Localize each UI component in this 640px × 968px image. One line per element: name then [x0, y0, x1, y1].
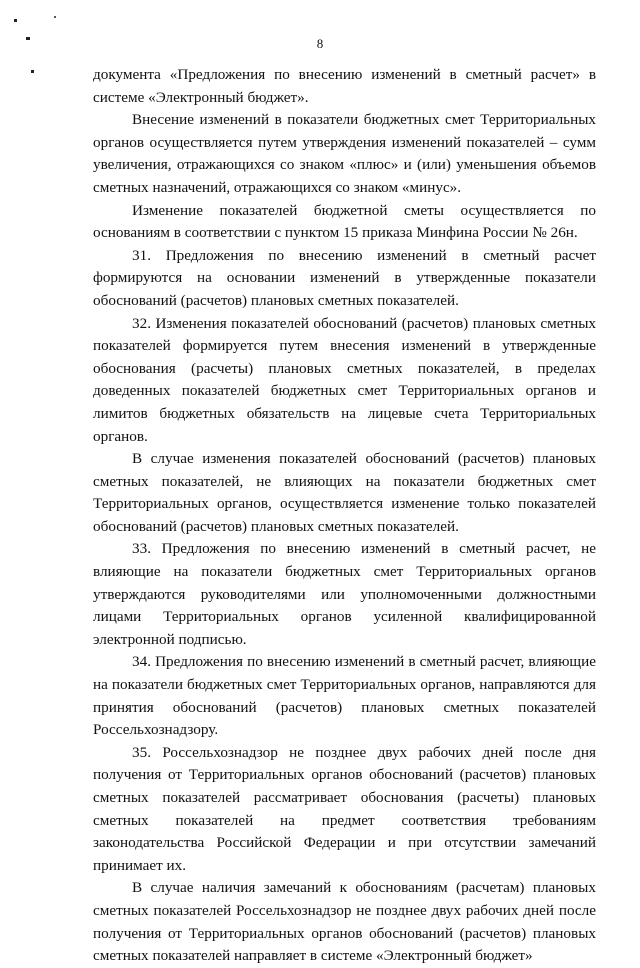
- scan-speck: [54, 16, 56, 18]
- paragraph-item-31: 31. Предложения по внесению изменений в сметный расчет формируются на основании изменений в утвержденные показатели обоснований (расчетов) плановых сметных показателей.: [93, 246, 596, 309]
- paragraph: В случае изменения показателей обоснований (расчетов) плановых сметных показателей, не влияющих на показатели бюджетных смет Территориальных органов, осуществляется изменение только показателей обоснований (расчетов) плановых сметных показателей.: [93, 450, 596, 535]
- paragraph-continuation: документа «Предложения по внесению изменений в сметный расчет» в системе «Электронный бюджет».: [93, 66, 596, 106]
- scan-speck: [14, 19, 17, 22]
- paragraph: Внесение изменений в показатели бюджетных смет Территориальных органов осуществляется путем утверждения изменений показателей – сумм увеличения, отражающихся со знаком «плюс» и (или) уменьшения объемов сметных назначений, отражающихся со знаком «минус».: [93, 111, 596, 196]
- paragraph: Изменение показателей бюджетной сметы осуществляется по основаниям в соответствии с пунктом 15 приказа Минфина России № 26н.: [93, 201, 596, 242]
- paragraph: В случае наличия замечаний к обоснованиям (расчетам) плановых сметных показателей Россельхознадзор не позднее двух рабочих дней после получения от Территориальных органов обоснований (расчетов) плановых сметных показателей направляет в системе «Электронный бюджет»: [93, 879, 596, 965]
- document-body: [93, 64, 596, 968]
- paragraph-item-32: 32. Изменения показателей обоснований (расчетов) плановых сметных показателей формируется путем внесения изменений в утвержденные обоснования (расчеты) плановых сметных показателей, в пределах доведенных показателей бюджетных смет Территориальных органов и лимитов бюджетных обязательств на лицевые счета Территориальных органов.: [93, 314, 596, 445]
- paragraph-item-35: 35. Россельхознадзор не позднее двух рабочих дней после дня получения от Территориальных органов обоснований (расчетов) плановых сметных показателей рассматривает обоснования (расчеты) плановых сметных показателей на предмет соответствия требованиям законодательства Российской Федерации и при отсутствии замечаний принимает их.: [93, 743, 596, 874]
- page-number: 8: [316, 36, 324, 51]
- paragraph-item-34: 34. Предложения по внесению изменений в сметный расчет, влияющие на показатели бюджетных смет Территориальных органов, направляются для принятия обоснований (расчетов) плановых сметных показателей Россельхознадзору.: [93, 653, 596, 739]
- paragraph-item-33: 33. Предложения по внесению изменений в сметный расчет, не влияющие на показатели бюджетных смет Территориальных органов утверждаются руководителями или уполномоченными должностными лицами Территориальных органов усиленной квалифицированной электронной подписью.: [93, 540, 596, 648]
- scan-speck: [31, 70, 34, 73]
